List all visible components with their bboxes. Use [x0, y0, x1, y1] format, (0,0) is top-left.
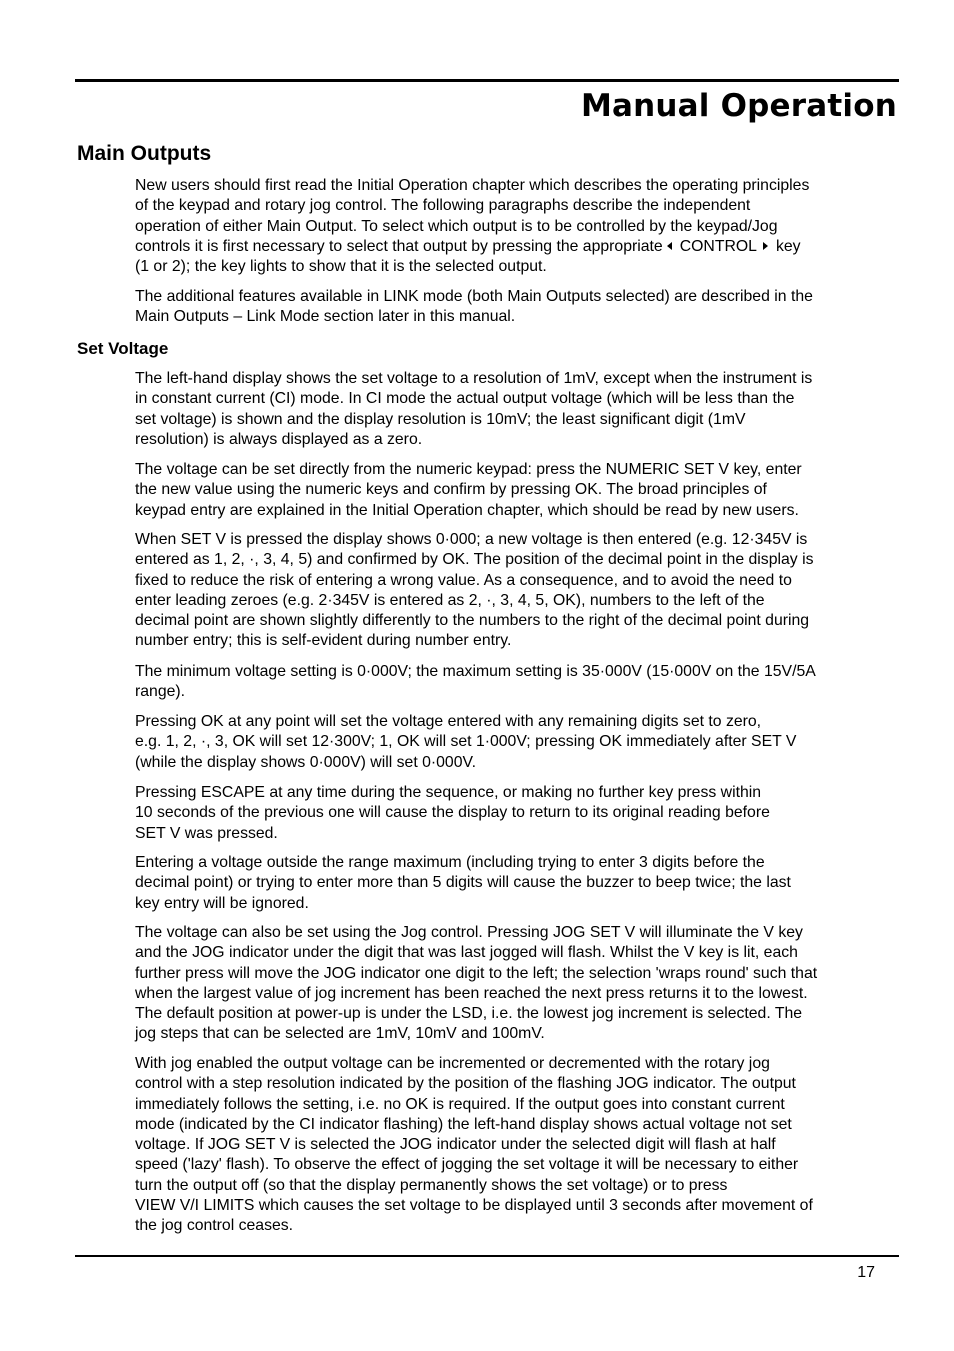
subheading-set-voltage: Set Voltage [77, 339, 169, 358]
paragraph-link-mode: The additional features available in LINK mode (both Main Outputs selected) are described in the Main Outputs – Link Mode section later in this manual. [135, 288, 813, 326]
paragraph-intro [135, 176, 905, 277]
paragraph-out-of-range: Entering a voltage outside the range maximum (including trying to enter 3 digits before the decimal point) or trying to enter more than 5 digits will cause the buzzer to beep twice; the last key entry will be ignored. [135, 854, 791, 912]
section-heading-main-outputs: Main Outputs [77, 142, 212, 165]
paragraph-pressing-ok: Pressing OK at any point will set the voltage entered with any remaining digits set to zero, e.g. 1, 2, ·, 3, OK will set 12·300V; 1, OK will set 1·000V; pressing OK immediately after SET V (while the display shows 0·000V) will set 0·000V. [135, 713, 797, 771]
header-rule [75, 79, 899, 82]
paragraph-intro-text: New users should first read the Initial Operation chapter which describes the operating principles of the keypad and rotary jog control. The following paragraphs describe the independent operation of either Main Output. To select which output is to be controlled by the keypad/Jog controls it is first necessary to select that output by pressing the appropriate [135, 177, 810, 255]
paragraph-voltage-range: The minimum voltage setting is 0·000V; the maximum setting is 35·000V (15·000V on the 15V/5A range). [135, 663, 816, 701]
page-number: 17 [857, 1264, 875, 1281]
triangle-right-icon [763, 242, 768, 250]
control-key-label: CONTROL [679, 237, 757, 255]
paragraph-jog-enabled: With jog enabled the output voltage can be incremented or decremented with the rotary jog control with a step resolution indicated by the position of the flashing JOG indicator. The output immediately follows the setting, i.e. no OK is required. If the output goes into constant current mode (indicated by the CI indicator flashing) the left-hand display shows actual voltage not set voltage. If JOG SET V is selected the JOG indicator under the selected digit will flash at half speed ('lazy' flash). To observe the effect of jogging the set voltage it will be necessary to either turn the output off (so that the display permanently shows the set voltage) or to press VIEW V/I LIMITS which causes the set voltage to be displayed until 3 seconds after movement of the jog control ceases. [135, 1055, 813, 1235]
paragraph-numeric-keypad: The voltage can be set directly from the numeric keypad: press the NUMERIC SET V key, enter the new value using the numeric keys and confirm by pressing OK. The broad principles of keypad entry are explained in the Initial Operation chapter, which should be read by new users. [135, 461, 802, 519]
paragraph-set-v-entry: When SET V is pressed the display shows 0·000; a new voltage is then entered (e.g. 12·345V is entered as 1, 2, ·, 3, 4, 5) and confirmed by OK. The position of the decimal point in the display is fixed to reduce the risk of entering a wrong value. As a consequence, and to avoid the need to enter leading zeroes (e.g. 2·345V is entered as 2, ·, 3, 4, 5, OK), numbers to the left of the decimal point are shown slightly differently to the numbers to the right of the decimal point during number entry; this is self-evident during number entry. [135, 531, 814, 650]
paragraph-jog-control: The voltage can also be set using the Jog control. Pressing JOG SET V will illuminate the V key and the JOG indicator under the digit that was last jogged will flash. Whilst the V key is lit, each further press will move the JOG indicator one digit to the left; the selection 'wraps round' such that when the largest value of jog increment has been reached the next press returns it to the lowest. The default position at power-up is under the LSD, i.e. the lowest jog increment is selected. The jog steps that can be selected are 1mV, 10mV and 100mV. [135, 924, 818, 1043]
page-title: Manual Operation [580, 88, 897, 124]
triangle-left-icon [667, 242, 672, 250]
footer-rule [75, 1255, 899, 1257]
paragraph-pressing-escape: Pressing ESCAPE at any time during the sequence, or making no further key press within 10 seconds of the previous one will cause the display to return to its original reading before SET V was pressed. [135, 784, 770, 842]
paragraph-display-resolution: The left-hand display shows the set voltage to a resolution of 1mV, except when the instrument is in constant current (CI) mode. In CI mode the actual output voltage (which will be less than the set voltage) is shown and the display resolution is 10mV; the least significant digit (1mV resolution) is always displayed as a zero. [135, 370, 813, 448]
paragraph-intro-text-end: key (1 or 2); the key lights to show that it is the selected output. [135, 237, 801, 276]
